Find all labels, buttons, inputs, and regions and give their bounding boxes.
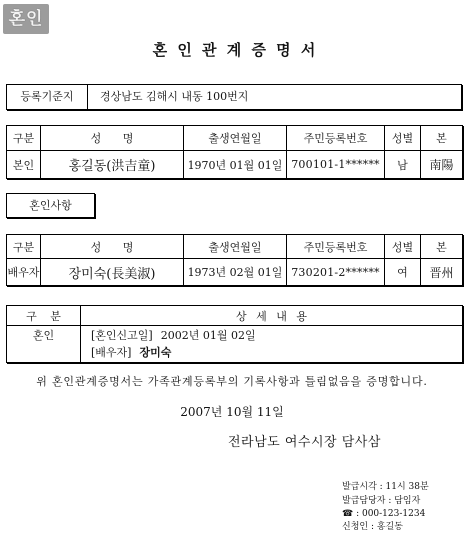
spouse-name: 장미숙(長美淑) bbox=[41, 259, 184, 286]
issuing-authority: 전라남도 여수시장 담사삼 bbox=[228, 435, 381, 450]
self-birth-date: 1970년 01월 01일 bbox=[184, 151, 287, 179]
registration-value: 경상남도 김해시 내동 100번지 bbox=[100, 90, 249, 103]
header-category: 구분 bbox=[7, 235, 41, 259]
issue-time: 발급시각 : 11시 38분 bbox=[342, 482, 429, 492]
certification-statement: 위 혼인관계증명서는 가족관계등록부의 기록사항과 틀림없음을 증명합니다. bbox=[36, 375, 428, 388]
registration-label: 등록기준지 bbox=[7, 85, 88, 109]
details-header-content: 상 세 내 용 bbox=[81, 306, 463, 326]
self-category: 본인 bbox=[7, 151, 41, 179]
details-table bbox=[6, 305, 463, 363]
self-resident-number: 700101-1****** bbox=[287, 151, 385, 179]
header-birth-date: 출생연월일 bbox=[184, 126, 287, 151]
header-birth-date: 출생연월일 bbox=[184, 235, 287, 259]
marriage-report-date: 2002년 01월 02일 bbox=[160, 329, 256, 342]
spouse-birth-date: 1973년 02월 01일 bbox=[184, 259, 287, 286]
header-clan-origin: 본 bbox=[421, 235, 463, 259]
spouse-table bbox=[6, 234, 463, 286]
spouse-clan-origin: 晋州 bbox=[421, 259, 463, 286]
marriage-section-label: 혼인사항 bbox=[6, 193, 95, 218]
applicant: 신청인 : 홍길동 bbox=[342, 522, 403, 532]
spouse-line bbox=[91, 344, 462, 361]
marriage-report-line bbox=[91, 327, 462, 344]
header-resident-number: 주민등록번호 bbox=[287, 126, 385, 151]
document-title: 혼 인 관 계 증 명 서 bbox=[152, 41, 317, 59]
header-sex: 성별 bbox=[385, 235, 421, 259]
details-category: 혼인 bbox=[7, 326, 81, 363]
marriage-stamp-label: 혼인 bbox=[3, 4, 49, 34]
header-name: 성 명 bbox=[41, 126, 184, 151]
spouse-label: [배우자] bbox=[91, 346, 132, 359]
marriage-report-date-label: [혼인신고일] bbox=[91, 329, 153, 342]
issuing-officer: 발급담당자 : 담임자 bbox=[342, 496, 421, 506]
spouse-category: 배우자 bbox=[7, 259, 41, 286]
spouse-sex: 여 bbox=[385, 259, 421, 286]
self-sex: 남 bbox=[385, 151, 421, 179]
header-name: 성 명 bbox=[41, 235, 184, 259]
self-clan-origin: 南陽 bbox=[421, 151, 463, 179]
spouse-row bbox=[7, 259, 463, 286]
self-row bbox=[7, 151, 463, 179]
header-resident-number: 주민등록번호 bbox=[287, 235, 385, 259]
registration-box bbox=[6, 84, 462, 110]
spouse-name-detail: 장미숙 bbox=[139, 346, 172, 359]
self-table-header bbox=[7, 126, 463, 151]
details-row bbox=[7, 326, 463, 363]
self-name: 홍길동(洪吉童) bbox=[41, 151, 184, 179]
details-table-header bbox=[7, 306, 463, 326]
details-header-category: 구 분 bbox=[7, 306, 81, 326]
header-sex: 성별 bbox=[385, 126, 421, 151]
spouse-table-header bbox=[7, 235, 463, 259]
details-content bbox=[81, 326, 463, 363]
header-category: 구분 bbox=[7, 126, 41, 151]
contact-phone: ☎ : 000-123-1234 bbox=[342, 509, 426, 519]
header-clan-origin: 본 bbox=[421, 126, 463, 151]
self-table bbox=[6, 125, 463, 179]
issue-date: 2007년 10월 11일 bbox=[180, 405, 284, 419]
spouse-resident-number: 730201-2****** bbox=[287, 259, 385, 286]
